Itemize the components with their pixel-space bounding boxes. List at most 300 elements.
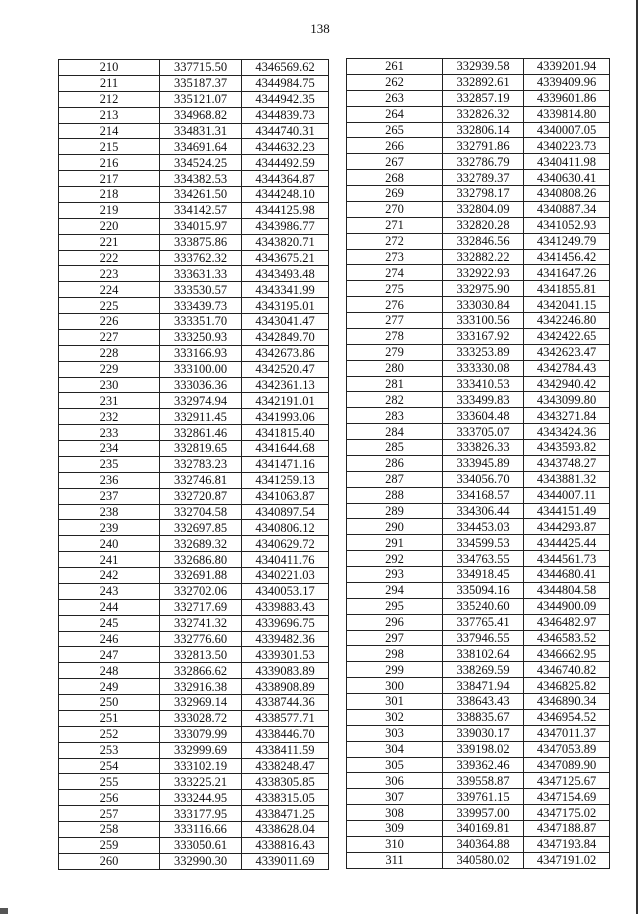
table-row — [59, 91, 329, 107]
x-coordinate-cell: 333102.19 — [160, 758, 242, 774]
point-number-cell: 282 — [347, 392, 443, 408]
y-coordinate-cell: 4339301.53 — [242, 647, 329, 663]
point-number-cell: 269 — [347, 186, 443, 202]
table-row — [347, 821, 610, 837]
y-coordinate-cell: 4347191.02 — [524, 852, 610, 868]
point-number-cell: 262 — [347, 74, 443, 90]
point-number-cell: 286 — [347, 455, 443, 471]
y-coordinate-cell: 4338908.89 — [242, 679, 329, 695]
table-row — [347, 773, 610, 789]
x-coordinate-cell: 333036.36 — [160, 377, 242, 393]
point-number-cell: 217 — [59, 171, 160, 187]
table-row — [59, 774, 329, 790]
y-coordinate-cell: 4347089.90 — [524, 757, 610, 773]
table-row — [347, 709, 610, 725]
point-number-cell: 215 — [59, 139, 160, 155]
y-coordinate-cell: 4343881.32 — [524, 471, 610, 487]
point-number-cell: 276 — [347, 297, 443, 313]
point-number-cell: 226 — [59, 314, 160, 330]
coordinates-table-left — [58, 59, 329, 870]
x-coordinate-cell: 334056.70 — [443, 471, 524, 487]
table-row — [347, 694, 610, 710]
point-number-cell: 277 — [347, 313, 443, 329]
x-coordinate-cell: 340364.88 — [443, 836, 524, 852]
x-coordinate-cell: 333945.89 — [443, 455, 524, 471]
y-coordinate-cell: 4343675.21 — [242, 250, 329, 266]
point-number-cell: 256 — [59, 790, 160, 806]
point-number-cell: 289 — [347, 503, 443, 519]
y-coordinate-cell: 4344900.09 — [524, 598, 610, 614]
point-number-cell: 293 — [347, 567, 443, 583]
y-coordinate-cell: 4340630.41 — [524, 170, 610, 186]
y-coordinate-cell: 4344248.10 — [242, 187, 329, 203]
table-row — [347, 90, 610, 106]
point-number-cell: 295 — [347, 598, 443, 614]
y-coordinate-cell: 4340223.73 — [524, 138, 610, 154]
x-coordinate-cell: 340169.81 — [443, 821, 524, 837]
point-number-cell: 266 — [347, 138, 443, 154]
table-row — [347, 630, 610, 646]
y-coordinate-cell: 4339201.94 — [524, 59, 610, 75]
y-coordinate-cell: 4343593.82 — [524, 440, 610, 456]
point-number-cell: 311 — [347, 852, 443, 868]
table-row — [347, 376, 610, 392]
table-row — [59, 663, 329, 679]
x-coordinate-cell: 333330.08 — [443, 360, 524, 376]
x-coordinate-cell: 332791.86 — [443, 138, 524, 154]
table-row — [59, 599, 329, 615]
point-number-cell: 211 — [59, 75, 160, 91]
y-coordinate-cell: 4340887.34 — [524, 201, 610, 217]
x-coordinate-cell: 333351.70 — [160, 314, 242, 330]
y-coordinate-cell: 4338446.70 — [242, 726, 329, 742]
point-number-cell: 230 — [59, 377, 160, 393]
point-number-cell: 272 — [347, 233, 443, 249]
y-coordinate-cell: 4338471.25 — [242, 806, 329, 822]
x-coordinate-cell: 333530.57 — [160, 282, 242, 298]
y-coordinate-cell: 4338305.85 — [242, 774, 329, 790]
x-coordinate-cell: 339198.02 — [443, 741, 524, 757]
y-coordinate-cell: 4338816.43 — [242, 837, 329, 853]
x-coordinate-cell: 332826.32 — [443, 106, 524, 122]
table-row — [59, 155, 329, 171]
x-coordinate-cell: 332691.88 — [160, 568, 242, 584]
table-row — [347, 551, 610, 567]
x-coordinate-cell: 332975.90 — [443, 281, 524, 297]
y-coordinate-cell: 4339601.86 — [524, 90, 610, 106]
x-coordinate-cell: 333762.32 — [160, 250, 242, 266]
point-number-cell: 259 — [59, 837, 160, 853]
y-coordinate-cell: 4344839.73 — [242, 107, 329, 123]
point-number-cell: 253 — [59, 742, 160, 758]
y-coordinate-cell: 4342041.15 — [524, 297, 610, 313]
y-coordinate-cell: 4343341.99 — [242, 282, 329, 298]
y-coordinate-cell: 4338744.36 — [242, 695, 329, 711]
point-number-cell: 223 — [59, 266, 160, 282]
table-row — [59, 806, 329, 822]
x-coordinate-cell: 334015.97 — [160, 218, 242, 234]
y-coordinate-cell: 4340411.76 — [242, 552, 329, 568]
x-coordinate-cell: 333826.33 — [443, 440, 524, 456]
x-coordinate-cell: 339761.15 — [443, 789, 524, 805]
x-coordinate-cell: 332789.37 — [443, 170, 524, 186]
point-number-cell: 263 — [347, 90, 443, 106]
y-coordinate-cell: 4347154.69 — [524, 789, 610, 805]
x-coordinate-cell: 334453.03 — [443, 519, 524, 535]
y-coordinate-cell: 4344561.73 — [524, 551, 610, 567]
y-coordinate-cell: 4344680.41 — [524, 567, 610, 583]
table-row — [59, 504, 329, 520]
y-coordinate-cell: 4338411.59 — [242, 742, 329, 758]
table-row — [59, 790, 329, 806]
point-number-cell: 297 — [347, 630, 443, 646]
table-row — [347, 106, 610, 122]
y-coordinate-cell: 4343820.71 — [242, 234, 329, 250]
point-number-cell: 303 — [347, 725, 443, 741]
point-number-cell: 219 — [59, 202, 160, 218]
x-coordinate-cell: 334168.57 — [443, 487, 524, 503]
y-coordinate-cell: 4339011.69 — [242, 853, 329, 869]
point-number-cell: 258 — [59, 822, 160, 838]
point-number-cell: 292 — [347, 551, 443, 567]
x-coordinate-cell: 339362.46 — [443, 757, 524, 773]
point-number-cell: 294 — [347, 582, 443, 598]
y-coordinate-cell: 4343493.48 — [242, 266, 329, 282]
y-coordinate-cell: 4339482.36 — [242, 631, 329, 647]
x-coordinate-cell: 337946.55 — [443, 630, 524, 646]
point-number-cell: 308 — [347, 805, 443, 821]
table-row — [347, 455, 610, 471]
x-coordinate-cell: 335094.16 — [443, 582, 524, 598]
point-number-cell: 270 — [347, 201, 443, 217]
point-number-cell: 307 — [347, 789, 443, 805]
y-coordinate-cell: 4339883.43 — [242, 599, 329, 615]
x-coordinate-cell: 333244.95 — [160, 790, 242, 806]
x-coordinate-cell: 332786.79 — [443, 154, 524, 170]
table-row — [59, 234, 329, 250]
table-row — [347, 582, 610, 598]
x-coordinate-cell: 338471.94 — [443, 678, 524, 694]
table-row — [347, 313, 610, 329]
table-row — [59, 218, 329, 234]
table-row — [347, 344, 610, 360]
x-coordinate-cell: 338102.64 — [443, 646, 524, 662]
point-number-cell: 251 — [59, 710, 160, 726]
y-coordinate-cell: 4341052.93 — [524, 217, 610, 233]
table-row — [347, 392, 610, 408]
table-row — [59, 123, 329, 139]
x-coordinate-cell: 333166.93 — [160, 345, 242, 361]
y-coordinate-cell: 4341647.26 — [524, 265, 610, 281]
point-number-cell: 298 — [347, 646, 443, 662]
point-number-cell: 241 — [59, 552, 160, 568]
table-row — [59, 568, 329, 584]
table-row — [347, 646, 610, 662]
table-row — [347, 59, 610, 75]
point-number-cell: 275 — [347, 281, 443, 297]
point-number-cell: 310 — [347, 836, 443, 852]
y-coordinate-cell: 4346954.52 — [524, 709, 610, 725]
y-coordinate-cell: 4342623.47 — [524, 344, 610, 360]
x-coordinate-cell: 335187.37 — [160, 75, 242, 91]
x-coordinate-cell: 332916.38 — [160, 679, 242, 695]
y-coordinate-cell: 4344151.49 — [524, 503, 610, 519]
y-coordinate-cell: 4340629.72 — [242, 536, 329, 552]
table-row — [347, 408, 610, 424]
y-coordinate-cell: 4344632.23 — [242, 139, 329, 155]
coordinates-table-right — [346, 58, 610, 869]
y-coordinate-cell: 4342422.65 — [524, 328, 610, 344]
x-coordinate-cell: 339957.00 — [443, 805, 524, 821]
point-number-cell: 255 — [59, 774, 160, 790]
table-row — [347, 852, 610, 868]
y-coordinate-cell: 4340221.03 — [242, 568, 329, 584]
point-number-cell: 242 — [59, 568, 160, 584]
table-row — [347, 725, 610, 741]
table-row — [347, 186, 610, 202]
point-number-cell: 285 — [347, 440, 443, 456]
x-coordinate-cell: 332783.23 — [160, 456, 242, 472]
y-coordinate-cell: 4342361.13 — [242, 377, 329, 393]
y-coordinate-cell: 4347175.02 — [524, 805, 610, 821]
table-row — [59, 361, 329, 377]
x-coordinate-cell: 332717.69 — [160, 599, 242, 615]
point-number-cell: 265 — [347, 122, 443, 138]
table-row — [347, 233, 610, 249]
y-coordinate-cell: 4344125.98 — [242, 202, 329, 218]
scan-corner-mark — [0, 908, 8, 914]
x-coordinate-cell: 334968.82 — [160, 107, 242, 123]
x-coordinate-cell: 334918.45 — [443, 567, 524, 583]
x-coordinate-cell: 333100.56 — [443, 313, 524, 329]
y-coordinate-cell: 4344364.87 — [242, 171, 329, 187]
x-coordinate-cell: 333439.73 — [160, 298, 242, 314]
table-row — [59, 282, 329, 298]
x-coordinate-cell: 334382.53 — [160, 171, 242, 187]
point-number-cell: 268 — [347, 170, 443, 186]
table-row — [59, 456, 329, 472]
table-row — [59, 75, 329, 91]
x-coordinate-cell: 338643.43 — [443, 694, 524, 710]
point-number-cell: 224 — [59, 282, 160, 298]
point-number-cell: 243 — [59, 583, 160, 599]
y-coordinate-cell: 4338315.05 — [242, 790, 329, 806]
y-coordinate-cell: 4342246.80 — [524, 313, 610, 329]
table-row — [347, 789, 610, 805]
y-coordinate-cell: 4344293.87 — [524, 519, 610, 535]
table-row — [347, 678, 610, 694]
point-number-cell: 225 — [59, 298, 160, 314]
point-number-cell: 212 — [59, 91, 160, 107]
y-coordinate-cell: 4342673.86 — [242, 345, 329, 361]
point-number-cell: 229 — [59, 361, 160, 377]
x-coordinate-cell: 333100.00 — [160, 361, 242, 377]
y-coordinate-cell: 4340053.17 — [242, 583, 329, 599]
point-number-cell: 245 — [59, 615, 160, 631]
table-row — [59, 298, 329, 314]
x-coordinate-cell: 334763.55 — [443, 551, 524, 567]
point-number-cell: 234 — [59, 441, 160, 457]
x-coordinate-cell: 333253.89 — [443, 344, 524, 360]
x-coordinate-cell: 332720.87 — [160, 488, 242, 504]
table-row — [347, 154, 610, 170]
y-coordinate-cell: 4340806.12 — [242, 520, 329, 536]
y-coordinate-cell: 4340808.26 — [524, 186, 610, 202]
point-number-cell: 300 — [347, 678, 443, 694]
x-coordinate-cell: 334691.64 — [160, 139, 242, 155]
table-row — [59, 393, 329, 409]
x-coordinate-cell: 335121.07 — [160, 91, 242, 107]
x-coordinate-cell: 332686.80 — [160, 552, 242, 568]
table-row — [347, 519, 610, 535]
point-number-cell: 213 — [59, 107, 160, 123]
table-row — [347, 281, 610, 297]
point-number-cell: 306 — [347, 773, 443, 789]
y-coordinate-cell: 4346569.62 — [242, 60, 329, 76]
point-number-cell: 236 — [59, 472, 160, 488]
table-row — [59, 139, 329, 155]
x-coordinate-cell: 332820.28 — [443, 217, 524, 233]
point-number-cell: 221 — [59, 234, 160, 250]
y-coordinate-cell: 4346662.95 — [524, 646, 610, 662]
point-number-cell: 288 — [347, 487, 443, 503]
y-coordinate-cell: 4339696.75 — [242, 615, 329, 631]
y-coordinate-cell: 4347011.37 — [524, 725, 610, 741]
point-number-cell: 267 — [347, 154, 443, 170]
y-coordinate-cell: 4346583.52 — [524, 630, 610, 646]
y-coordinate-cell: 4343041.47 — [242, 314, 329, 330]
table-row — [347, 614, 610, 630]
x-coordinate-cell: 334261.50 — [160, 187, 242, 203]
point-number-cell: 227 — [59, 329, 160, 345]
point-number-cell: 239 — [59, 520, 160, 536]
table-row — [59, 345, 329, 361]
x-coordinate-cell: 333604.48 — [443, 408, 524, 424]
table-row — [59, 758, 329, 774]
x-coordinate-cell: 332702.06 — [160, 583, 242, 599]
y-coordinate-cell: 4342784.43 — [524, 360, 610, 376]
point-number-cell: 244 — [59, 599, 160, 615]
point-number-cell: 240 — [59, 536, 160, 552]
table-row — [347, 836, 610, 852]
table-row — [347, 170, 610, 186]
x-coordinate-cell: 338835.67 — [443, 709, 524, 725]
point-number-cell: 290 — [347, 519, 443, 535]
y-coordinate-cell: 4341471.16 — [242, 456, 329, 472]
y-coordinate-cell: 4344984.75 — [242, 75, 329, 91]
y-coordinate-cell: 4343099.80 — [524, 392, 610, 408]
x-coordinate-cell: 339030.17 — [443, 725, 524, 741]
point-number-cell: 257 — [59, 806, 160, 822]
y-coordinate-cell: 4344492.59 — [242, 155, 329, 171]
table-row — [347, 328, 610, 344]
x-coordinate-cell: 332857.19 — [443, 90, 524, 106]
table-row — [59, 425, 329, 441]
x-coordinate-cell: 339558.87 — [443, 773, 524, 789]
table-row — [59, 171, 329, 187]
y-coordinate-cell: 4340007.05 — [524, 122, 610, 138]
point-number-cell: 218 — [59, 187, 160, 203]
point-number-cell: 287 — [347, 471, 443, 487]
point-number-cell: 273 — [347, 249, 443, 265]
y-coordinate-cell: 4338577.71 — [242, 710, 329, 726]
table-row — [59, 409, 329, 425]
x-coordinate-cell: 332846.56 — [443, 233, 524, 249]
point-number-cell: 271 — [347, 217, 443, 233]
y-coordinate-cell: 4341644.68 — [242, 441, 329, 457]
y-coordinate-cell: 4342849.70 — [242, 329, 329, 345]
table-row — [59, 853, 329, 869]
table-row — [347, 741, 610, 757]
x-coordinate-cell: 332922.93 — [443, 265, 524, 281]
table-row — [347, 805, 610, 821]
point-number-cell: 254 — [59, 758, 160, 774]
x-coordinate-cell: 332776.60 — [160, 631, 242, 647]
point-number-cell: 252 — [59, 726, 160, 742]
table-row — [59, 266, 329, 282]
y-coordinate-cell: 4338248.47 — [242, 758, 329, 774]
x-coordinate-cell: 334831.31 — [160, 123, 242, 139]
y-coordinate-cell: 4344804.58 — [524, 582, 610, 598]
y-coordinate-cell: 4343195.01 — [242, 298, 329, 314]
x-coordinate-cell: 332882.22 — [443, 249, 524, 265]
point-number-cell: 237 — [59, 488, 160, 504]
y-coordinate-cell: 4342191.01 — [242, 393, 329, 409]
table-row — [347, 503, 610, 519]
table-row — [347, 138, 610, 154]
page-number: 138 — [310, 21, 330, 36]
point-number-cell: 261 — [347, 59, 443, 75]
table-row — [347, 424, 610, 440]
x-coordinate-cell: 333705.07 — [443, 424, 524, 440]
point-number-cell: 302 — [347, 709, 443, 725]
x-coordinate-cell: 332697.85 — [160, 520, 242, 536]
scan-edge-line — [636, 0, 638, 914]
point-number-cell: 250 — [59, 695, 160, 711]
table-row — [59, 710, 329, 726]
x-coordinate-cell: 337715.50 — [160, 60, 242, 76]
x-coordinate-cell: 333177.95 — [160, 806, 242, 822]
table-row — [59, 520, 329, 536]
y-coordinate-cell: 4341815.40 — [242, 425, 329, 441]
point-number-cell: 216 — [59, 155, 160, 171]
table-row — [347, 598, 610, 614]
table-row — [347, 757, 610, 773]
table-row — [59, 377, 329, 393]
x-coordinate-cell: 332861.46 — [160, 425, 242, 441]
y-coordinate-cell: 4341259.13 — [242, 472, 329, 488]
x-coordinate-cell: 337765.41 — [443, 614, 524, 630]
y-coordinate-cell: 4346482.97 — [524, 614, 610, 630]
y-coordinate-cell: 4347193.84 — [524, 836, 610, 852]
y-coordinate-cell: 4343748.27 — [524, 455, 610, 471]
table-row — [59, 329, 329, 345]
y-coordinate-cell: 4341456.42 — [524, 249, 610, 265]
point-number-cell: 279 — [347, 344, 443, 360]
x-coordinate-cell: 332704.58 — [160, 504, 242, 520]
table-row — [59, 314, 329, 330]
point-number-cell: 228 — [59, 345, 160, 361]
point-number-cell: 301 — [347, 694, 443, 710]
y-coordinate-cell: 4343424.36 — [524, 424, 610, 440]
table-row — [347, 122, 610, 138]
x-coordinate-cell: 332911.45 — [160, 409, 242, 425]
x-coordinate-cell: 332999.69 — [160, 742, 242, 758]
table-row — [347, 662, 610, 678]
y-coordinate-cell: 4339409.96 — [524, 74, 610, 90]
table-body-right — [347, 59, 610, 869]
y-coordinate-cell: 4347053.89 — [524, 741, 610, 757]
